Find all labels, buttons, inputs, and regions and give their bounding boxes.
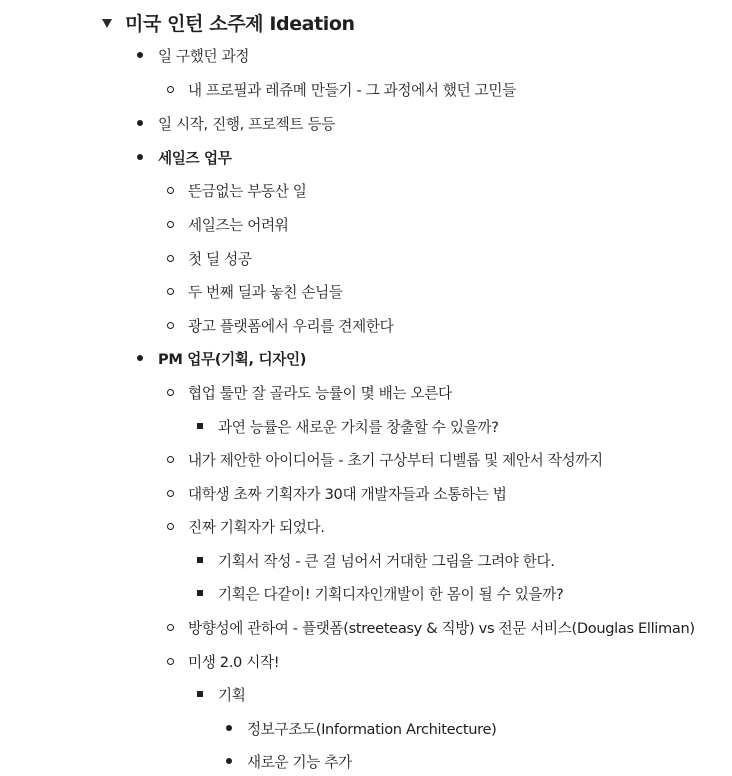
bullet-disc-icon xyxy=(226,725,232,731)
list-item[interactable] xyxy=(197,414,499,438)
list-item-text: 뜬금없는 부동산 일 xyxy=(188,182,307,200)
list-item-text: 내가 제안한 아이디어들 - 초기 구상부터 디벨롭 및 제안서 작성까지 xyxy=(188,451,603,469)
list-item[interactable] xyxy=(167,615,695,639)
list-item[interactable] xyxy=(197,682,246,706)
toggle-heading[interactable] xyxy=(102,8,355,36)
list-item-text: 미생 2.0 시작! xyxy=(188,653,280,671)
list-item[interactable] xyxy=(167,178,307,202)
list-item-text: 세일즈 업무 xyxy=(158,149,232,167)
list-item[interactable] xyxy=(167,212,289,236)
list-item-text: 기획은 다같이! 기획디자인개발이 한 몸이 될 수 있을까? xyxy=(218,585,564,603)
list-item-text: 과연 능률은 새로운 가치를 창출할 수 있을까? xyxy=(218,418,499,436)
list-item[interactable] xyxy=(167,77,516,101)
bullet-square-icon xyxy=(197,557,203,563)
bullet-circle-icon xyxy=(167,490,174,497)
bullet-circle-icon xyxy=(167,288,174,295)
list-item[interactable] xyxy=(137,145,231,169)
list-item[interactable] xyxy=(167,514,325,538)
list-item-text: 첫 딜 성공 xyxy=(188,250,252,268)
list-item[interactable] xyxy=(197,548,555,572)
list-item-text: 세일즈는 어려워 xyxy=(188,216,289,234)
bullet-disc-icon xyxy=(137,355,143,361)
list-item-text: 진짜 기획자가 되었다. xyxy=(188,518,325,536)
bullet-circle-icon xyxy=(167,221,174,228)
list-item[interactable] xyxy=(167,279,343,303)
list-item-text: 방향성에 관하여 - 플랫폼(streeteasy & 직방) vs 전문 서비스(Douglas Elliman) xyxy=(188,619,695,637)
list-item[interactable] xyxy=(226,749,352,773)
page-title: 미국 인턴 소주제 Ideation xyxy=(125,12,355,35)
bullet-circle-icon xyxy=(167,255,174,262)
bullet-square-icon xyxy=(197,590,203,596)
list-item-text: 내 프로필과 레쥬메 만들기 - 그 과정에서 했던 고민들 xyxy=(188,81,516,99)
bullet-disc-icon xyxy=(137,52,143,58)
bullet-square-icon xyxy=(197,423,203,429)
list-item-text: 기획 xyxy=(218,686,246,704)
list-item[interactable] xyxy=(197,581,563,605)
bullet-circle-icon xyxy=(167,658,174,665)
list-item[interactable] xyxy=(167,649,279,673)
bullet-circle-icon xyxy=(167,322,174,329)
bullet-disc-icon xyxy=(137,120,143,126)
list-item[interactable] xyxy=(167,313,393,337)
list-item[interactable] xyxy=(137,43,249,67)
list-item-text: 정보구조도(Information Architecture) xyxy=(247,720,497,738)
list-item[interactable] xyxy=(137,346,306,370)
list-item-text: 기획서 작성 - 큰 걸 넘어서 거대한 그림을 그려야 한다. xyxy=(218,552,555,570)
list-item[interactable] xyxy=(167,481,507,505)
list-item[interactable] xyxy=(226,716,497,740)
toggle-triangle-icon[interactable] xyxy=(102,19,112,28)
bullet-circle-icon xyxy=(167,389,174,396)
list-item-text: 일 시작, 진행, 프로젝트 등등 xyxy=(158,115,335,133)
list-item[interactable] xyxy=(167,447,603,471)
list-item[interactable] xyxy=(167,246,252,270)
bullet-square-icon xyxy=(197,691,203,697)
bullet-circle-icon xyxy=(167,523,174,530)
list-item-text: 두 번째 딜과 놓친 손님들 xyxy=(188,283,343,301)
bullet-circle-icon xyxy=(167,86,174,93)
bullet-disc-icon xyxy=(137,154,143,160)
list-item-text: 광고 플랫폼에서 우리를 견제한다 xyxy=(188,317,394,335)
bullet-circle-icon xyxy=(167,456,174,463)
bullet-circle-icon xyxy=(167,624,174,631)
list-item-text: 일 구했던 과정 xyxy=(158,47,250,65)
list-item-text: PM 업무(기획, 디자인) xyxy=(158,350,307,368)
list-item-text: 새로운 기능 추가 xyxy=(247,753,352,771)
bullet-circle-icon xyxy=(167,187,174,194)
list-item[interactable] xyxy=(167,380,452,404)
list-item-text: 협업 툴만 잘 골라도 능률이 몇 배는 오른다 xyxy=(188,384,452,402)
list-item[interactable] xyxy=(137,111,335,135)
list-item-text: 대학생 초짜 기획자가 30대 개발자들과 소통하는 법 xyxy=(188,485,507,503)
bullet-disc-icon xyxy=(226,758,232,764)
